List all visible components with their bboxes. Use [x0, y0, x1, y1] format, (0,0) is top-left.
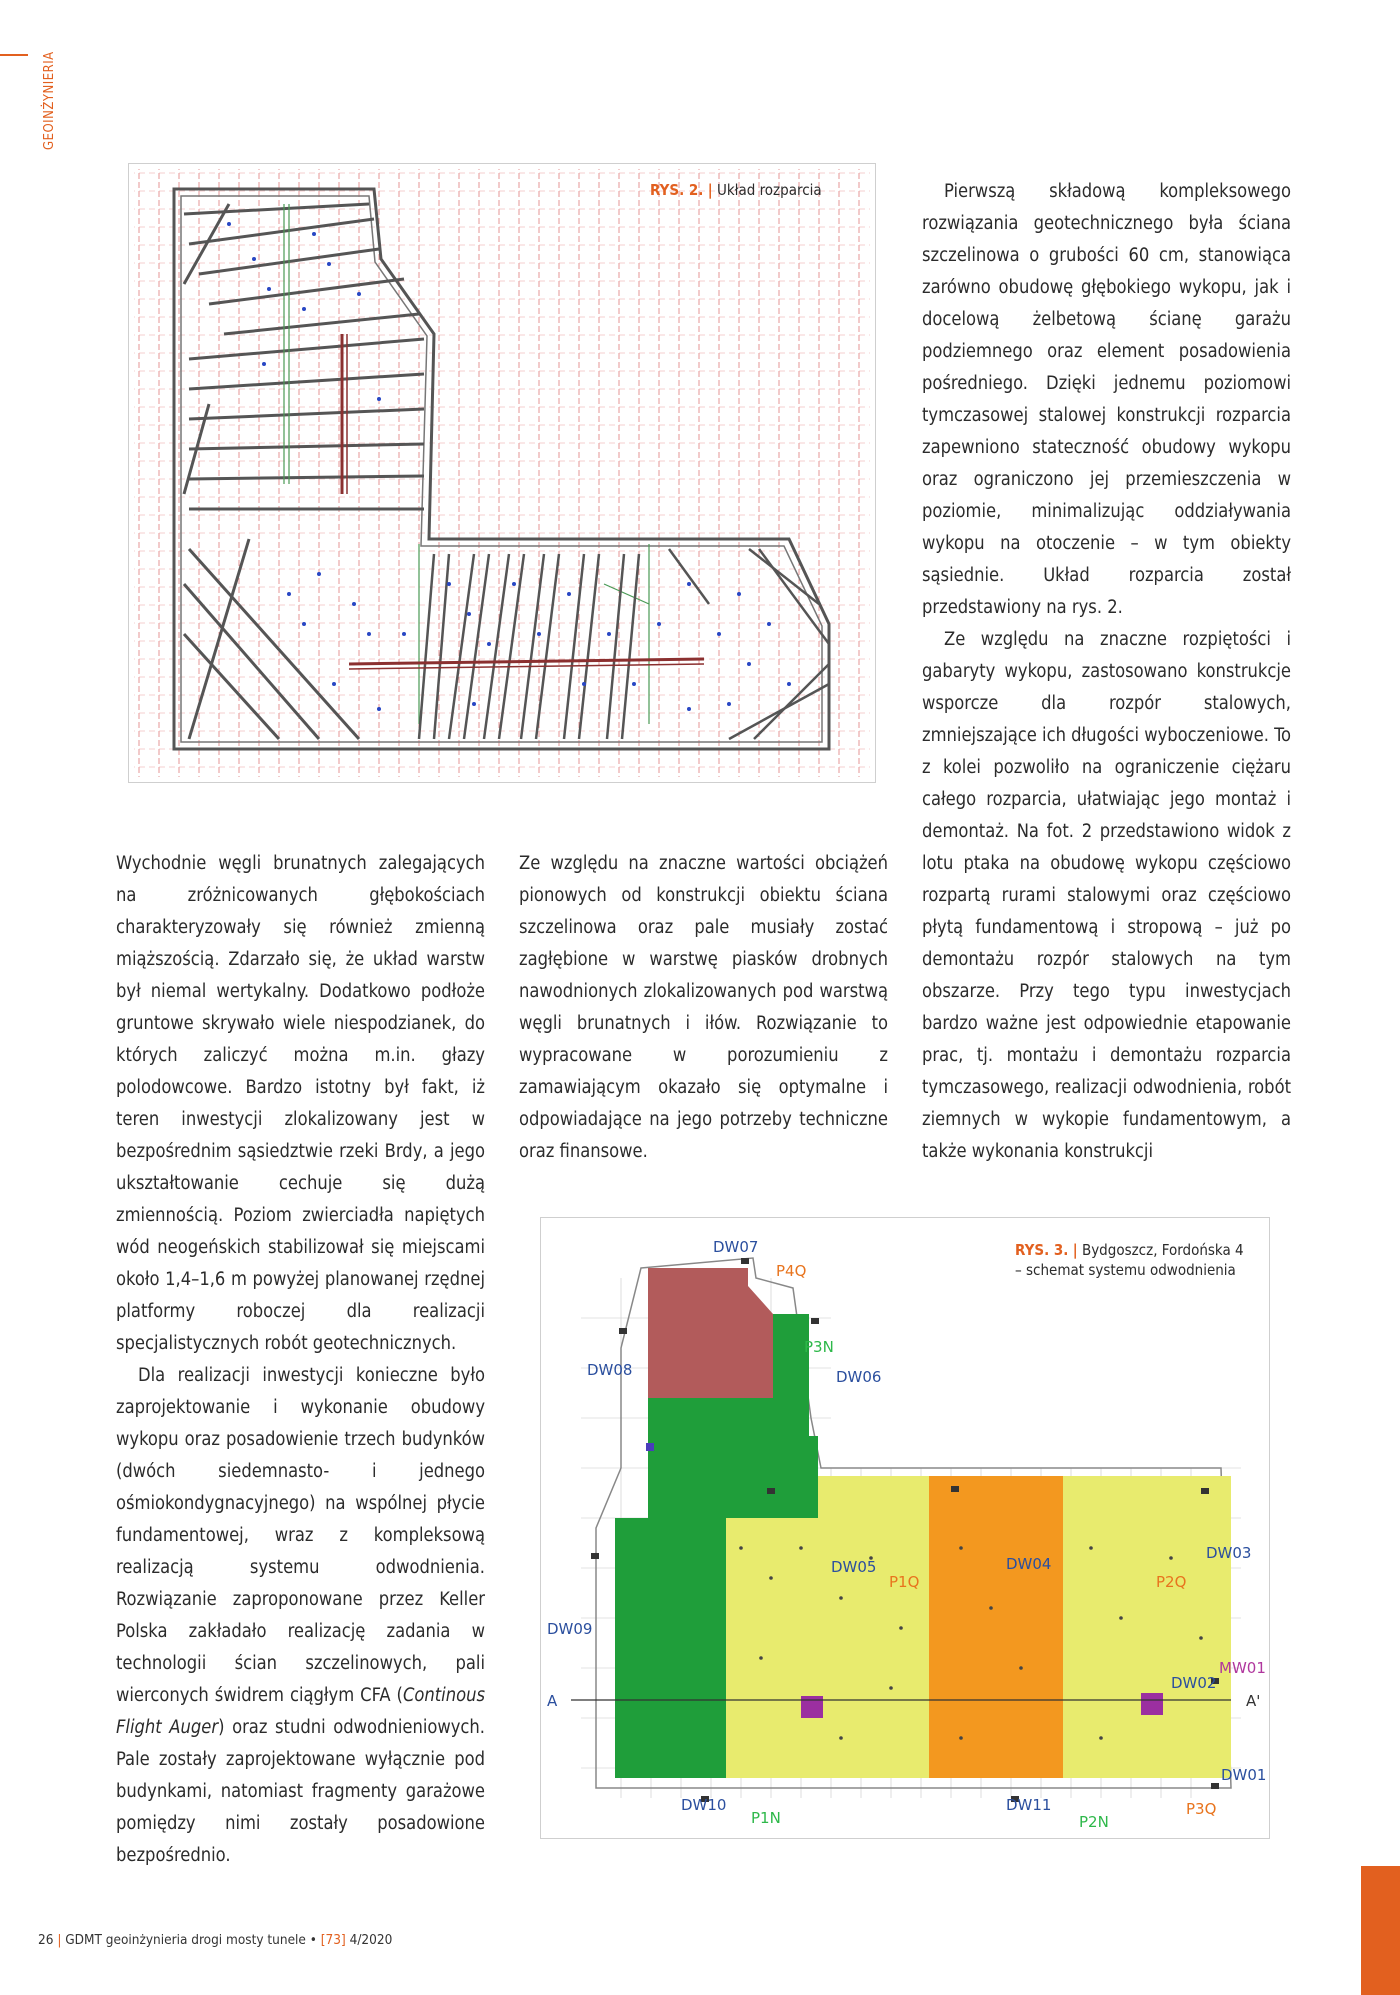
fig2-grid-horizontal [134, 169, 870, 777]
fig3-label-p3q: P3Q [1186, 1800, 1217, 1818]
fig3-caption-line-1 [1015, 1240, 1255, 1260]
fig3-label-p1n: P1N [751, 1809, 781, 1827]
fig3-label-dw07: DW07 [713, 1238, 759, 1256]
fig3-label-dw02: DW02 [1171, 1674, 1217, 1692]
fig3-label-dw03: DW03 [1206, 1544, 1252, 1562]
fig3-label-dw11: DW11 [1006, 1796, 1052, 1814]
fig3-caption-text-1: Bydgoszcz, Fordońska 4 [1081, 1241, 1244, 1259]
footer-bullet: • [309, 1932, 317, 1948]
fig3-zone-green-left [615, 1451, 726, 1521]
fig3-pump-marker-left [801, 1696, 823, 1718]
fig2-caption-number: RYS. 2. [650, 181, 704, 199]
fig3-zone-red [648, 1268, 773, 1398]
fig3-caption-separator: | [1072, 1241, 1078, 1259]
text-column-1 [116, 848, 485, 1872]
fig3-label-dw01: DW01 [1221, 1766, 1267, 1784]
fig3-caption [1015, 1240, 1255, 1280]
col3-paragraph-2: Ze względu na znaczne rozpiętości i gabaryty wykopu, zastosowano konstrukcje wsporcze dla rozpór stalowych, zmniejszające ich długości wyboczeniowe. To z kolei pozwoliło na ograniczenie ciężaru całego rozparcia, ułatwiając jego montaż i demontaż. Na fot. 2 przedstawiono widok z lotu ptaka na obudowę wykopu częściowo rozpartą rurami stalowymi oraz częściowo płytą fundamentową i stropową – już po demontażu rozpór stalowych na tym obszarze. Przy tego typu inwestycjach bardzo ważne jest odpowiednie etapowanie prac, tj. montażu i demontażu rozparcia tymczasowego, realizacji odwodnienia, robót ziemnych w wykopie fundamentowym, a także wykonania konstrukcji [922, 629, 1292, 1162]
fig3-caption-number: RYS. 3. [1015, 1241, 1069, 1259]
page-footer [38, 1932, 392, 1948]
fig2-caption-separator: | [707, 181, 713, 199]
fig3-label-p2q: P2Q [1156, 1573, 1187, 1591]
section-tag-text: GEOINŻYNIERIA [42, 51, 57, 150]
col1-paragraph-2 [116, 1360, 485, 1872]
fig3-label-a: A [547, 1692, 558, 1710]
page-number: 26 [38, 1932, 54, 1948]
text-column-3 [922, 176, 1291, 1168]
fig3-label-dw06: DW06 [836, 1368, 882, 1386]
fig3-pump-marker-right [1141, 1693, 1163, 1715]
section-tag [42, 52, 58, 152]
fig3-label-mw01: MW01 [1219, 1659, 1266, 1677]
figure-2 [128, 163, 876, 783]
figure-3 [540, 1217, 1270, 1839]
fig3-label-dw08: DW08 [587, 1361, 633, 1379]
fig3-label-a-prime: A' [1246, 1692, 1261, 1710]
section-accent-rule [0, 54, 28, 56]
fig3-label-dw10: DW10 [681, 1796, 727, 1814]
fig3-label-p1q: P1Q [889, 1573, 920, 1591]
fig3-label-dw09: DW09 [547, 1620, 593, 1638]
text-column-2 [519, 848, 888, 1168]
footer-separator: | [57, 1932, 62, 1948]
fig3-label-dw04: DW04 [1006, 1555, 1052, 1573]
fig3-label-p4q: P4Q [776, 1262, 807, 1280]
fig3-zone-orange [929, 1476, 1063, 1778]
fig3-marker-small [646, 1443, 654, 1451]
col3-paragraph-1: Pierwszą składową kompleksowego rozwiązania geotechnicznego była ściana szczelinowa o grubości 60 cm, stanowiąca zarówno obudowę głębokiego wykopu, jak i docelową żelbetową ścianę garażu podziemnego oraz element posadowienia pośredniego. Dzięki jednemu poziomowi tymczasowej stalowej konstrukcji rozparcia zapewniono stateczność obudowy wykopu oraz ograniczono jej przemieszczenia w poziomie, minimalizując oddziaływania wykopu na otoczenie – w tym obiekty sąsiednie. Układ rozparcia został przedstawiony na rys. 2. [922, 181, 1291, 618]
fig2-caption [650, 180, 822, 200]
col1-p2-part-b: ) oraz studni odwodnieniowych. Pale zostały zaprojektowane wyłącznie pod budynkami, natomiast fragmenty garażowe pomiędzy nimi zostały posadowione bezpośrednio. [116, 1717, 486, 1866]
fig3-label-p2n: P2N [1079, 1813, 1109, 1831]
col1-p2-part-a: Dla realizacji inwestycji konieczne było zaprojektowanie i wykonanie obudowy wykopu oraz posadowienie trzech budynków (dwóch siedemnasto- i jednego ośmiokondygnacyjnego) na wspólnej płycie fundamentowej, wraz z kompleksową realizacją systemu odwodnienia. Rozwiązanie zaproponowane przez Keller Polska zakładało realizację zadania w technologii ścian szczelinowych, pali wierconych świdrem ciągłym CFA ( [116, 1365, 485, 1706]
fig2-caption-text: Układ rozparcia [716, 181, 822, 199]
footer-magazine: GDMT geoinżynieria drogi mosty tunele [65, 1932, 306, 1948]
fig3-dewatering-plan [541, 1218, 1269, 1838]
fig2-strut-plan [129, 164, 875, 782]
footer-issue-date: 4/2020 [349, 1932, 393, 1948]
col1-p2-emphasis: Continous Flight Auger [116, 1685, 485, 1738]
fig3-label-p3n: P3N [804, 1338, 834, 1356]
footer-issue-number: [73] [320, 1932, 346, 1948]
col2-paragraph-1: Ze względu na znaczne wartości obciążeń pionowych od konstrukcji obiektu ściana szczelinowa oraz pale musiały zostać zagłębione w warstwę piasków drobnych nawodnionych zlokalizowanych pod warstwą węgli brunatnych i iłów. Rozwiązanie to wypracowane w porozumieniu z zamawiającym okazało się optymalne i odpowiadające na jego potrzeby techniczne oraz finansowe. [519, 853, 888, 1162]
fig3-zone-green-lower [615, 1521, 726, 1778]
col1-paragraph-1: Wychodnie węgli brunatnych zalegających na zróżnicowanych głębokościach charakteryzowały się również zmienną miąższością. Zdarzało się, że układ warstw był niemal wertykalny. Dodatkowo podłoże gruntowe skrywało wiele niespodzianek, do których zaliczyć można m.in. głazy polodowcowe. Bardzo istotny był fakt, iż teren inwestycji zlokalizowany jest w bezpośrednim sąsiedztwie rzeki Brdy, a jego ukształtowanie cechuje się dużą zmiennością. Poziom zwierciadła napiętych wód neogeńskich stabilizował się miejscami około 1,4–1,6 m powyżej planowanej rzędnej platformy roboczej dla realizacji specjalistycznych robót geotechnicznych. [116, 853, 485, 1354]
fig3-label-dw05: DW05 [831, 1558, 877, 1576]
fig3-caption-text-2: – schemat systemu odwodnienia [1015, 1261, 1236, 1279]
corner-accent-block [1361, 1866, 1400, 1995]
